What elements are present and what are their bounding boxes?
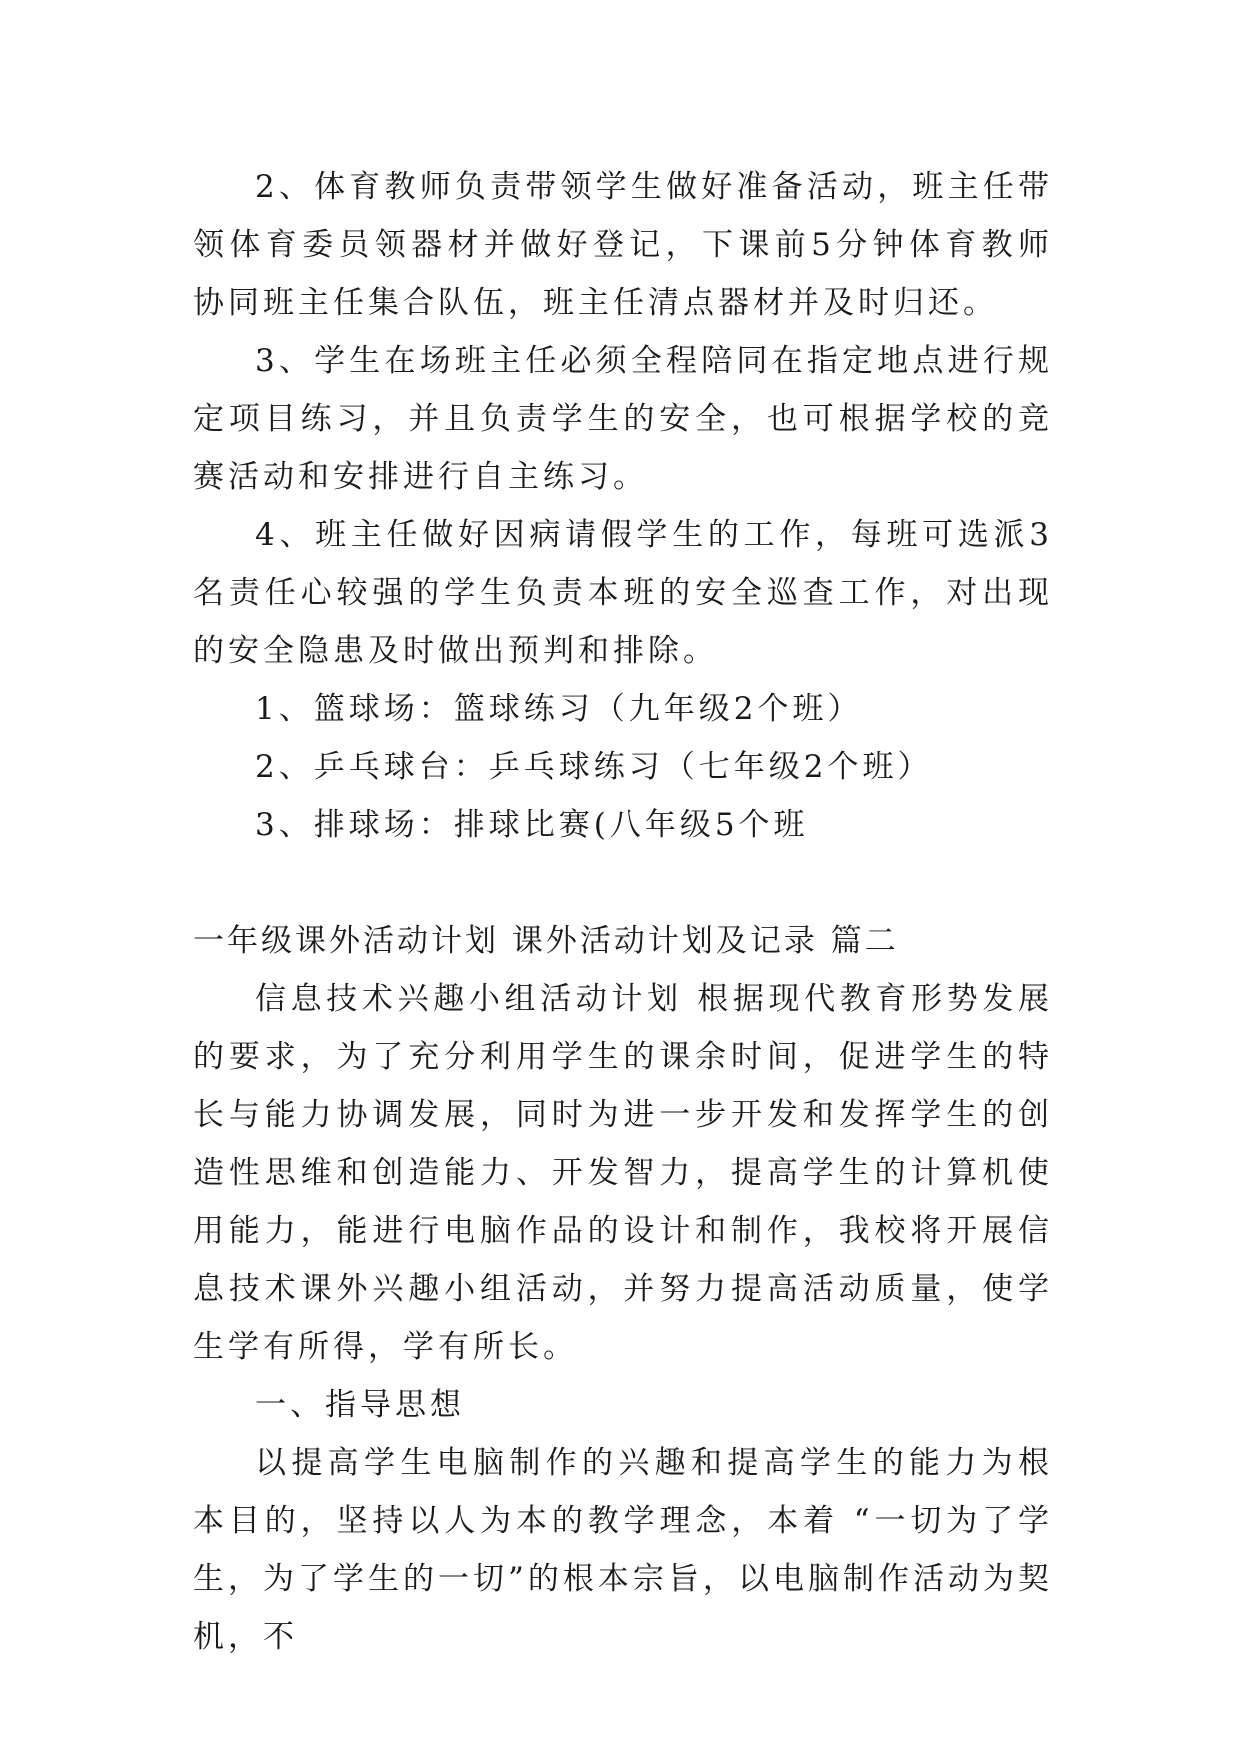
list-item-volleyball: 3、排球场：排球比赛(八年级5个班 — [255, 807, 809, 843]
paragraph-item-4: 4、班主任做好因病请假学生的工作，每班可选派3名责任心较强的学生负责本班的安全巡查工作，对出现的安全隐患及时做出预判和排除。 — [193, 517, 1053, 669]
list-item-basketball: 1、篮球场：篮球练习（九年级2个班） — [255, 691, 863, 727]
paragraph-item-2: 2、体育教师负责带领学生做好准备活动，班主任带领体育委员领器材并做好登记，下课前5分钟体育教师协同班主任集合队伍，班主任清点器材并及时归还。 — [193, 169, 1053, 321]
subheading-guiding-ideology: 一、指导思想 — [255, 1387, 465, 1423]
guiding-ideology-paragraph: 以提高学生电脑制作的兴趣和提高学生的能力为根本目的，坚持以人为本的教学理念，本着 “一切为了学生，为了学生的一切”的根本宗旨，以电脑制作活动为契机，不 — [193, 1445, 1053, 1655]
paragraph-item-3: 3、学生在场班主任必须全程陪同在指定地点进行规定项目练习，并且负责学生的安全，也可根据学校的竞赛活动和安排进行自主练习。 — [193, 343, 1053, 495]
intro-paragraph: 信息技术兴趣小组活动计划 根据现代教育形势发展的要求，为了充分利用学生的课余时间，促进学生的特长与能力协调发展，同时为进一步开发和发挥学生的创造性思维和创造能力、开发智力，提高学生的计算机使用能力，能进行电脑作品的设计和制作，我校将开展信息技术课外兴趣小组活动，并努力提高活动质量，使学生学有所得，学有所长。 — [193, 981, 1053, 1365]
section-heading: 一年级课外活动计划 课外活动计划及记录 篇二 — [193, 923, 899, 959]
section-gap — [193, 854, 1053, 912]
document-body — [193, 158, 1053, 1666]
list-item-table-tennis: 2、乒乓球台：乒乓球练习（七年级2个班） — [255, 749, 933, 785]
